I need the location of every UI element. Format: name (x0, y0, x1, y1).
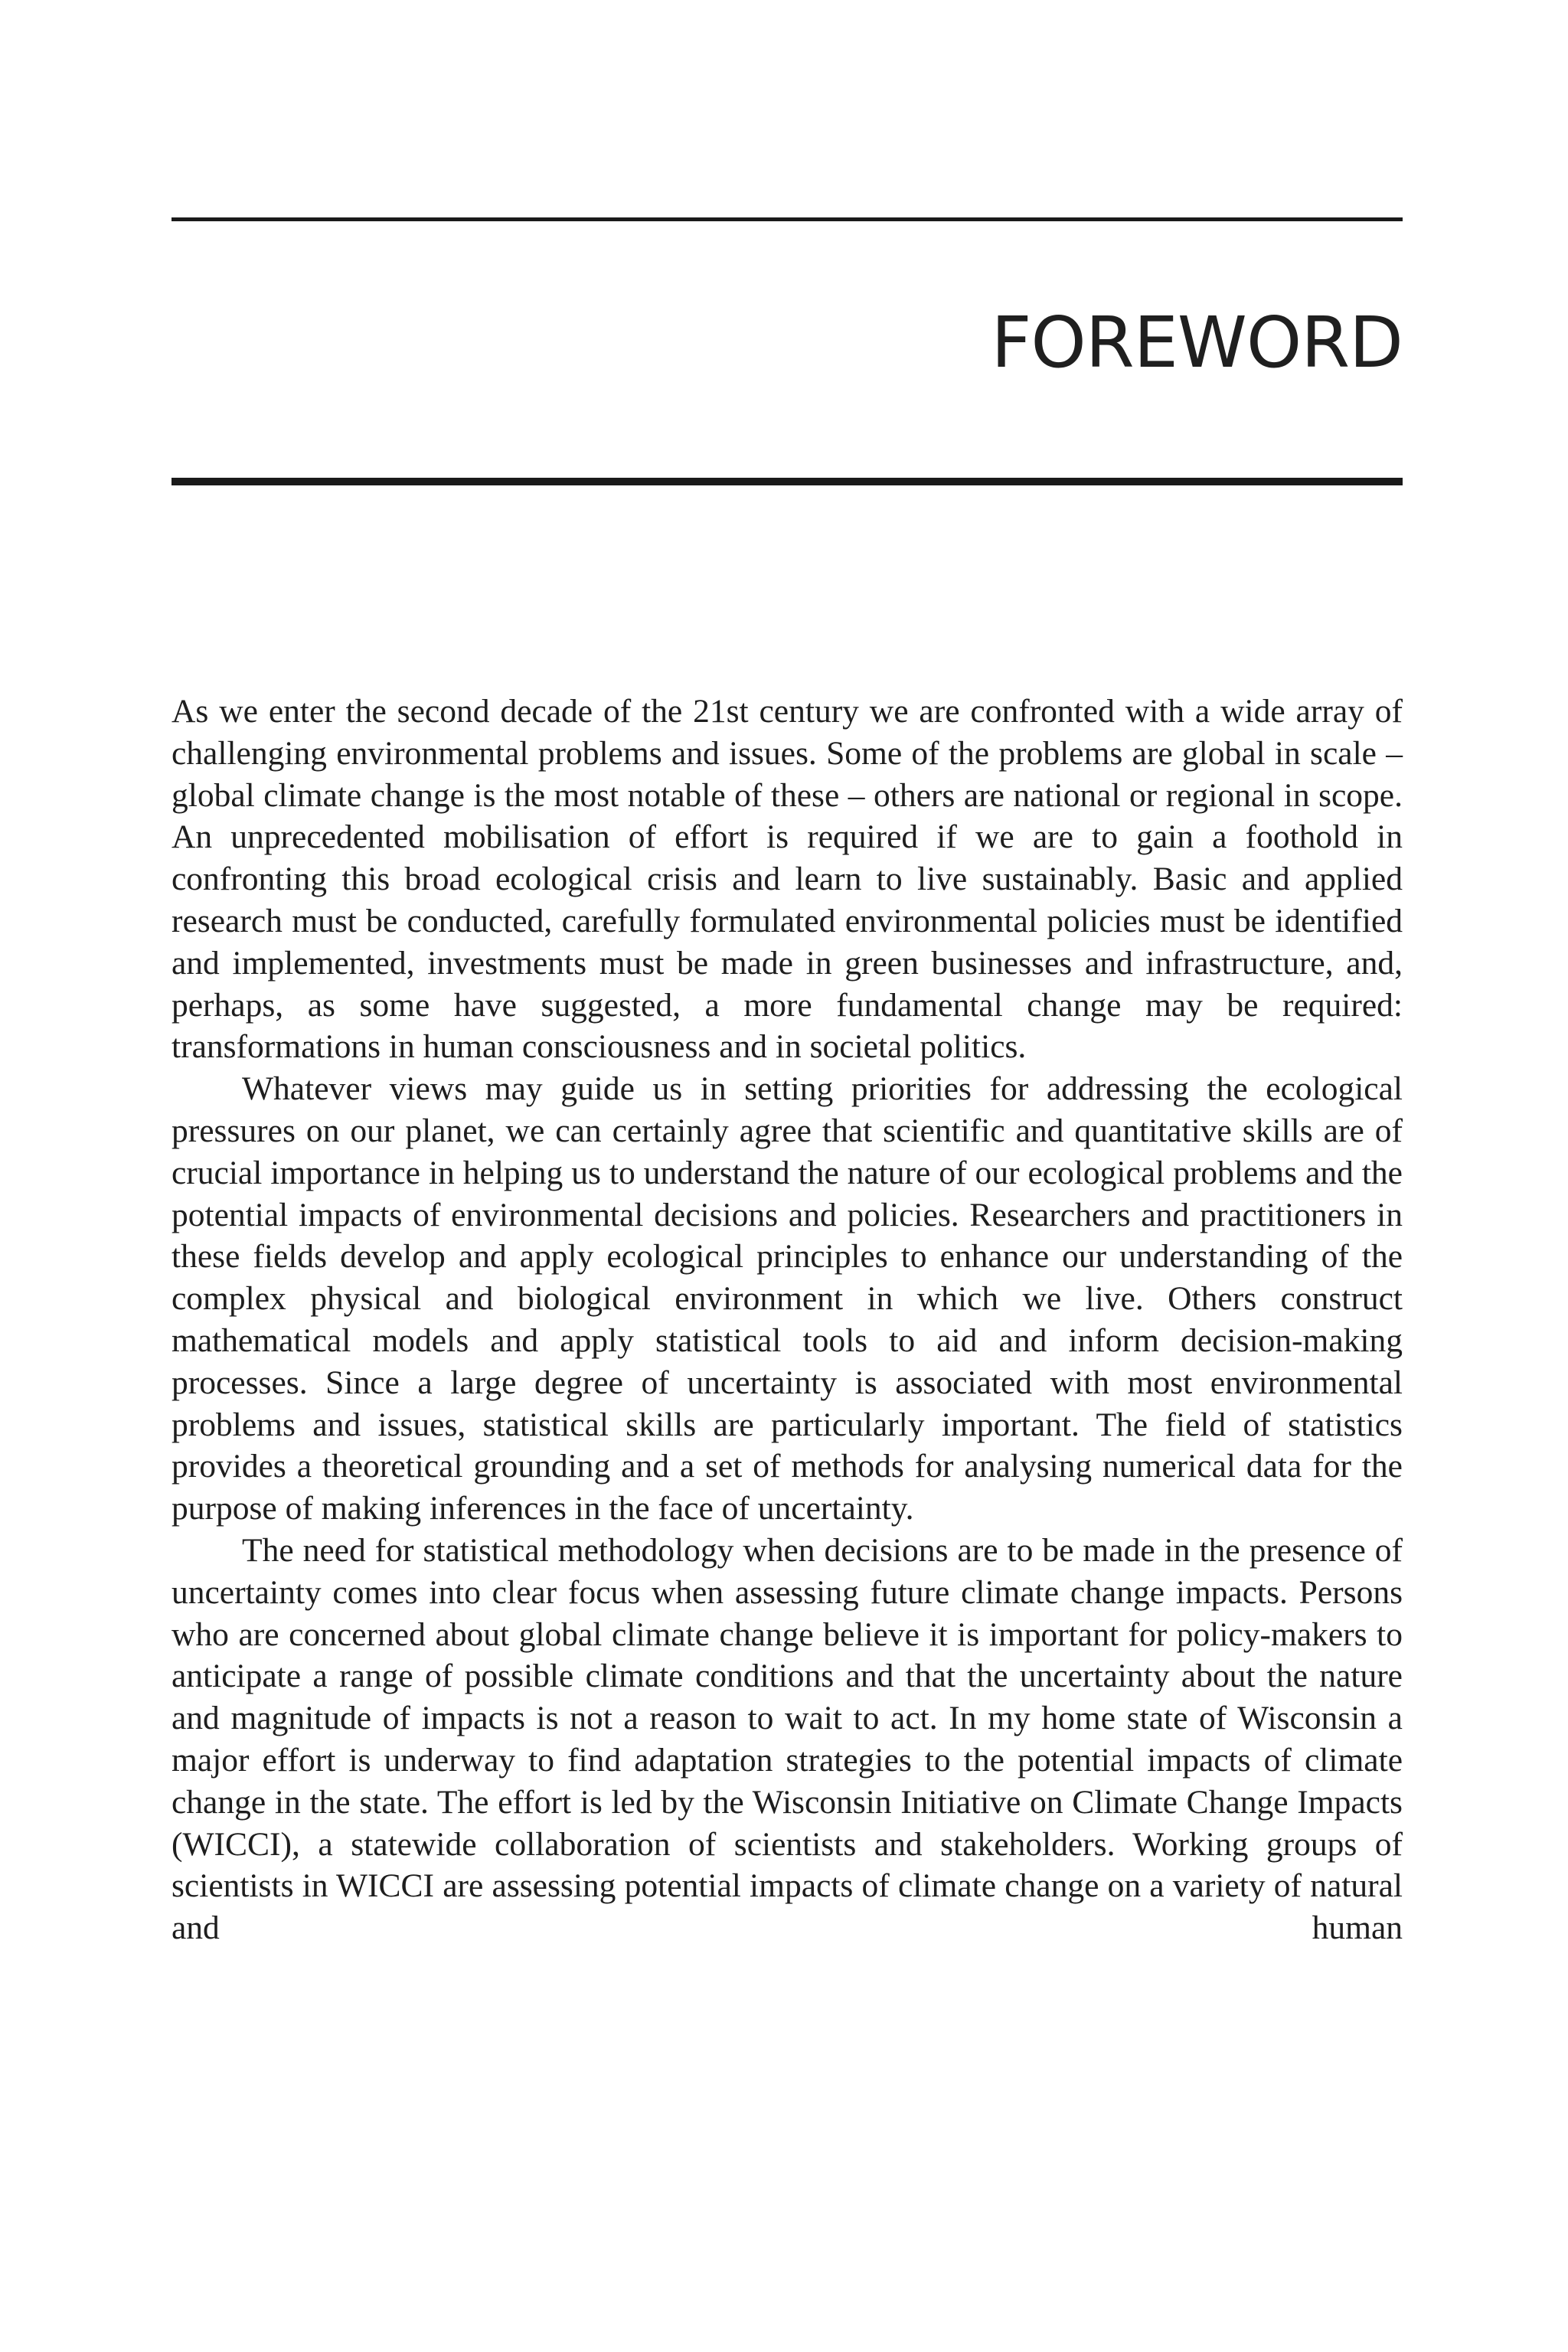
paragraph-3: The need for statistical methodology when decisions are to be made in the presence of uncertainty comes into clear focus when assessing future climate change impacts. Persons who are concerned about global climate change believe it is important for policy-makers to anticipate a range of possible climate conditions and that the uncertainty about the nature and magnitude of impacts is not a reason to wait to act. In my home state of Wisconsin a major effort is underway to find adaptation strategies to the potential impacts of climate change in the state. The effort is led by the Wisconsin Initiative on Climate Change Impacts (WICCI), a statewide collaboration of scientists and stakeholders. Working groups of scientists in WICCI are assessing potential impacts of climate change on a variety of natural and human (172, 1531, 1403, 1947)
paragraph-1: As we enter the second decade of the 21st century we are confronted with a wide array of challenging environmental problems and issues. Some of the problems are global in scale – global climate change is the most notable of these – others are national or regional in scope. An unprecedented mobilisation of effort is required if we are to gain a foothold in confronting this broad ecological crisis and learn to live sustainably. Basic and applied research must be conducted, carefully formulated environmental policies must be identified and implemented, investments must be made in green businesses and infrastructure, and, perhaps, as some have suggested, a more fundamental change may be required: transformations in human consciousness and in societal politics. (172, 693, 1403, 1066)
top-rule (172, 217, 1403, 221)
chapter-title: FOREWORD (991, 302, 1403, 384)
foreword-body (172, 691, 1403, 1949)
paragraph-2: Whatever views may guide us in setting priorities for addressing the ecological pressures on our planet, we can certainly agree that scientific and quantitative skills are of crucial importance in helping us to understand the nature of our ecological problems and the potential impacts of environmental decisions and policies. Researchers and practitioners in these fields develop and apply ecological principles to enhance our understanding of the complex physical and biological environment in which we live. Others construct mathematical models and apply statistical tools to aid and inform decision-making processes. Since a large degree of uncertainty is associated with most environmental problems and issues, statistical skills are particularly important. The field of statistics provides a theoretical grounding and a set of methods for analysing numerical data for the purpose of making inferences in the face of uncertainty. (172, 1070, 1403, 1527)
title-underline-rule (172, 478, 1403, 485)
